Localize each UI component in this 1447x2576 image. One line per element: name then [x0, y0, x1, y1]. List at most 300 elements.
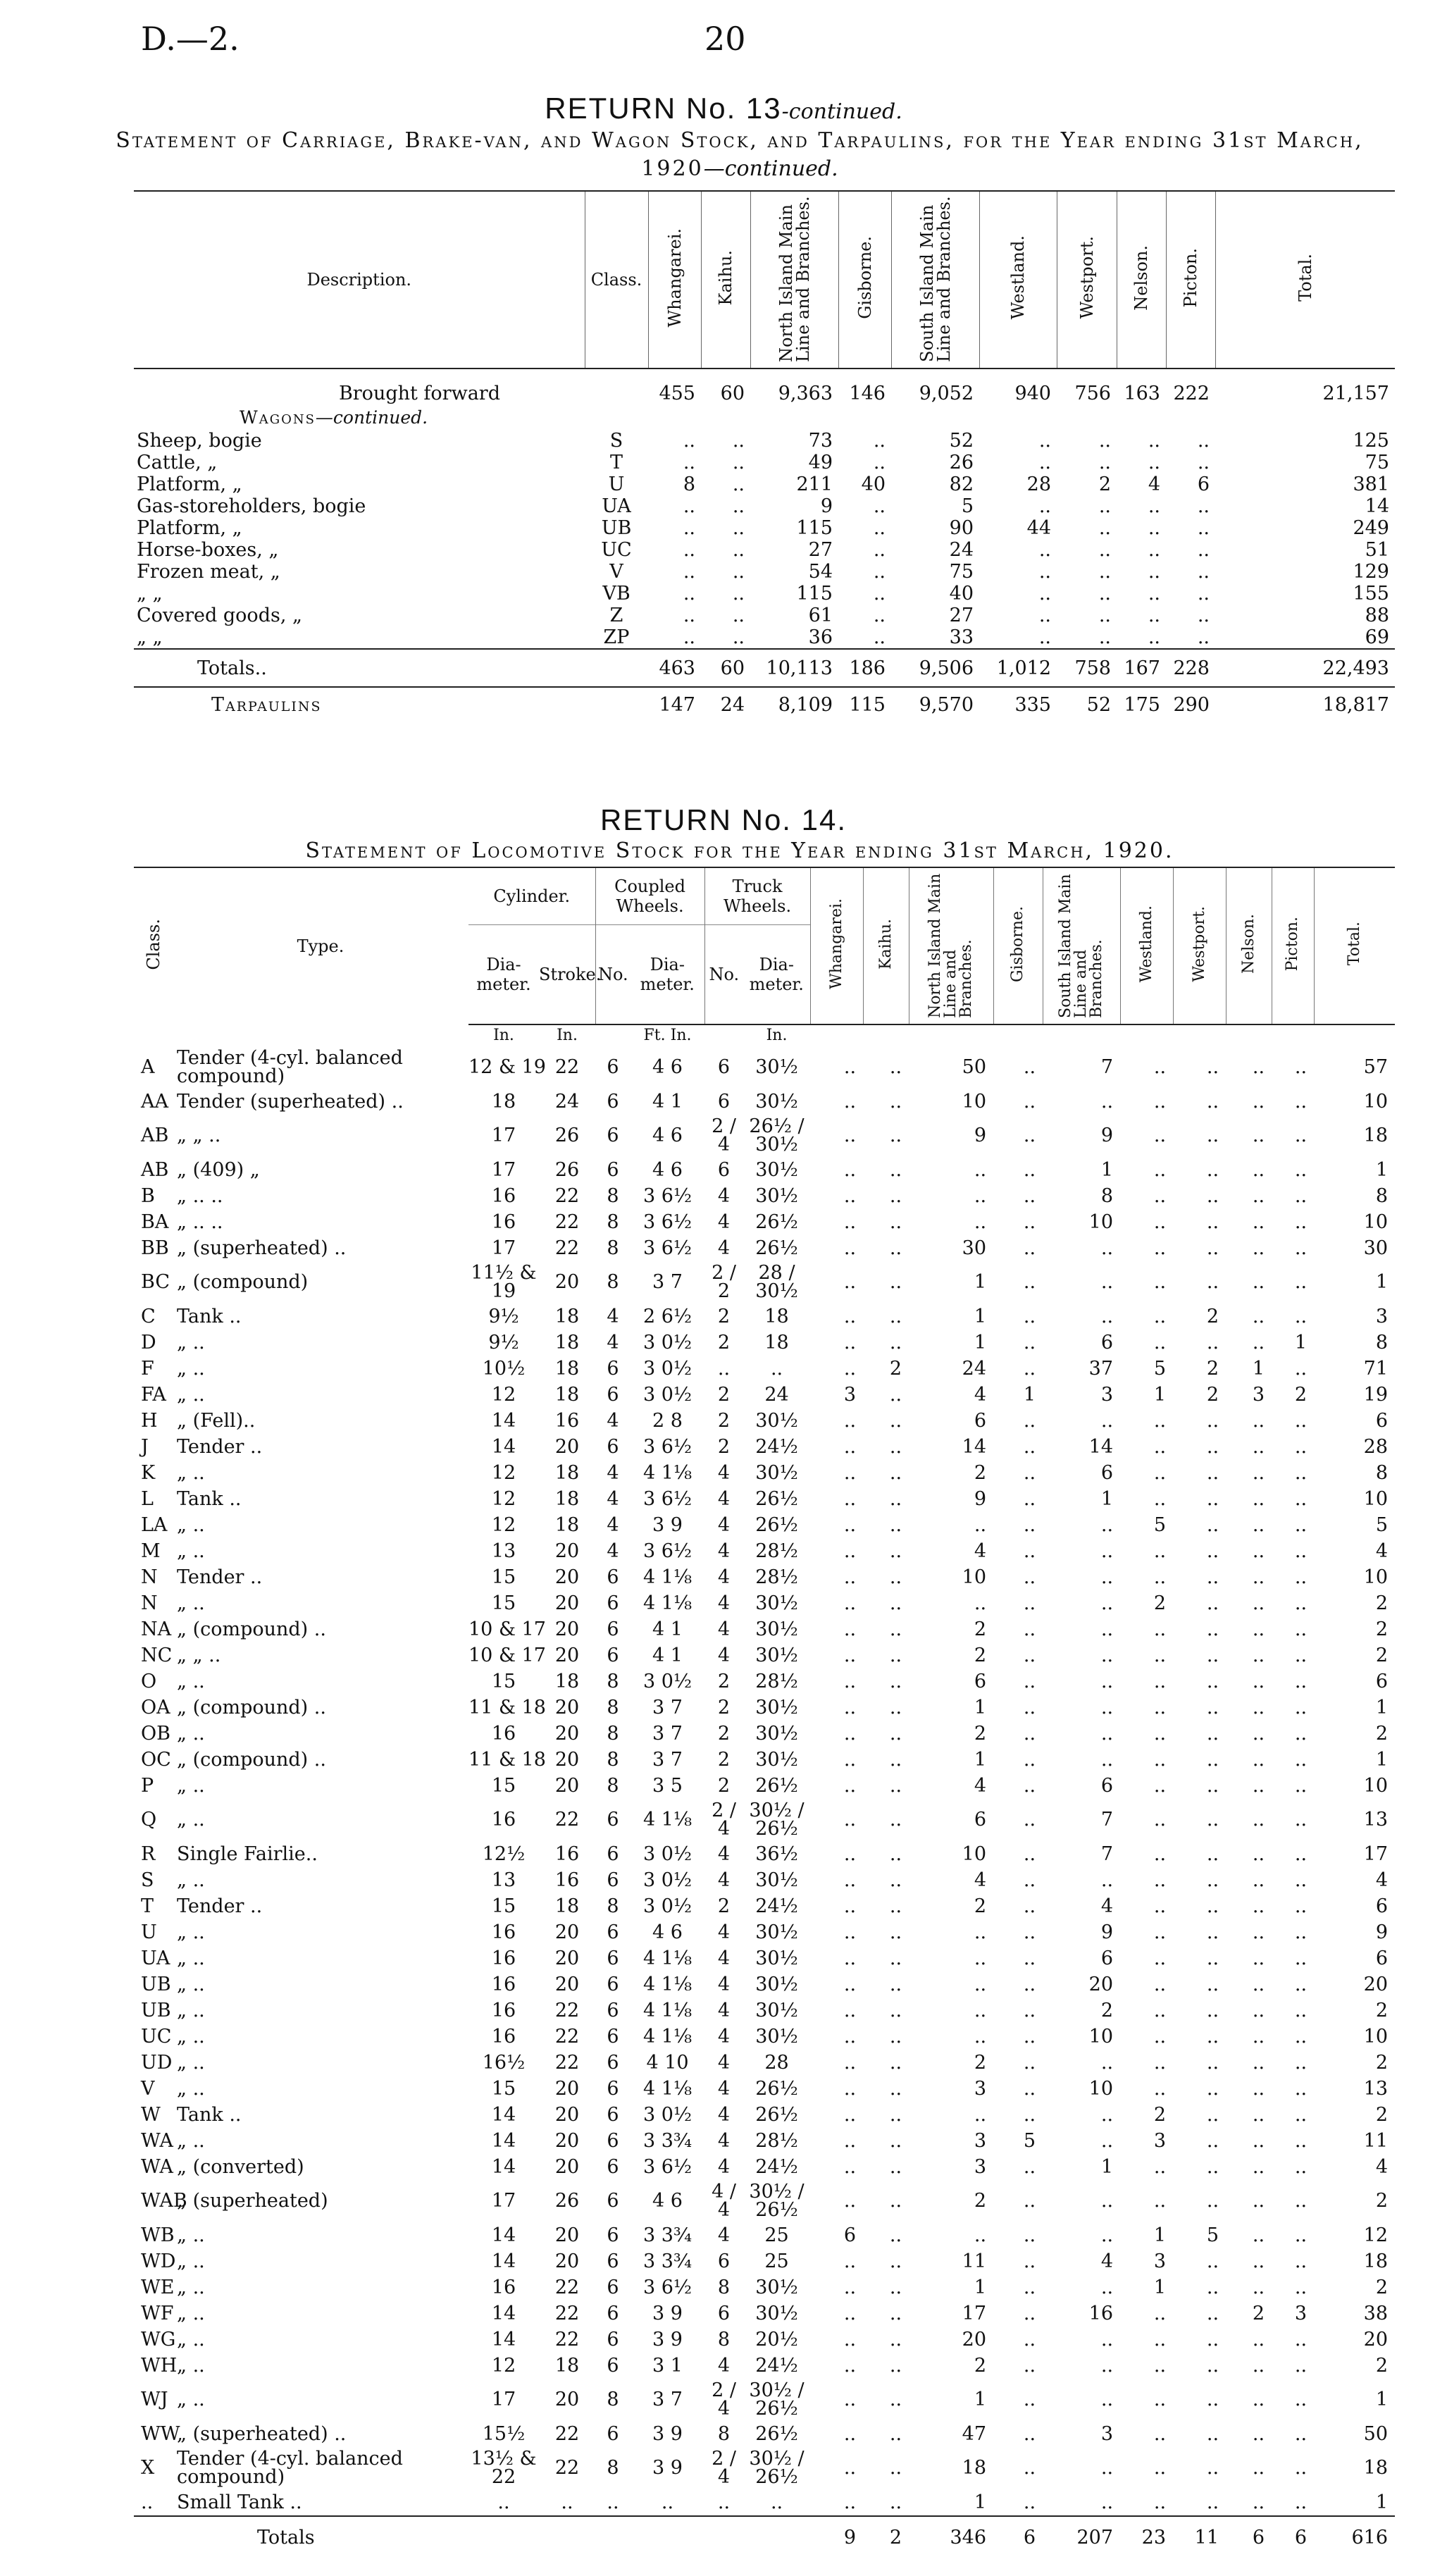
district-header-label: Whangarei.: [827, 898, 845, 989]
district-count: ..: [1294, 1999, 1308, 2021]
district-count: ..: [843, 2328, 857, 2351]
loco-type: „ ..: [177, 1513, 205, 1536]
table-row: [134, 1773, 1395, 1799]
district-count: ..: [1153, 1921, 1167, 1943]
district-header: [1272, 867, 1314, 1024]
truck-diameter: 26½ / 30½: [749, 1115, 805, 1156]
coupled-diameter-header: Dia- meter.: [631, 925, 704, 1025]
district-count: ..: [1153, 2302, 1167, 2324]
district-count: ..: [1023, 1566, 1036, 1588]
coupled-diameter: 3 0½: [642, 1331, 693, 1354]
table-row: [134, 1460, 1395, 1486]
district-count: ..: [889, 1184, 902, 1207]
cylinder-diameter: 17: [491, 2190, 516, 2212]
coupled-diameter: 3 6½: [642, 1540, 693, 1562]
return-14-statement: Statement of Locomotive Stock for the Year ending 31st March, 1920.: [305, 838, 1174, 863]
cell-value: 335: [979, 687, 1057, 722]
district-header: [1226, 867, 1272, 1024]
coupled-no: 6: [607, 2051, 619, 2074]
district-count: ..: [1294, 1461, 1308, 1484]
stroke: 26: [554, 1125, 580, 1146]
district-count: ..: [1153, 1487, 1167, 1510]
loco-class: WW: [141, 2422, 180, 2445]
row-total: 10: [1363, 1210, 1389, 1233]
district-count: ..: [1100, 1696, 1114, 1719]
loco-class: LA: [141, 1513, 168, 1536]
district-count: ..: [1252, 2025, 1265, 2048]
stroke: 22: [554, 1056, 580, 1078]
district-count: ..: [889, 1592, 902, 1614]
truck-no: 4: [717, 1237, 731, 1259]
cell-value: ..: [683, 561, 695, 583]
district-count: ..: [843, 1947, 857, 1969]
cell-value: ..: [1038, 539, 1051, 561]
cylinder-diameter: 16: [491, 1722, 516, 1745]
coupled-diameter: 3 9: [652, 2302, 683, 2324]
loco-class: UB: [141, 1999, 171, 2021]
coupled-no: 6: [607, 2129, 619, 2152]
district-count: ..: [1023, 1331, 1036, 1354]
district-count: ..: [1023, 1090, 1036, 1113]
truck-wheels-header: Truck Wheels.: [704, 867, 810, 925]
district-count: ..: [889, 1158, 902, 1181]
district-count: 14: [1088, 1435, 1114, 1458]
cylinder-diameter: 10 & 17: [468, 1644, 546, 1666]
district-count: ..: [889, 1947, 902, 1969]
cylinder-diameter: 10 & 17: [468, 1618, 546, 1640]
cell-value: 211: [796, 473, 833, 495]
truck-no: 2: [717, 1895, 731, 1917]
loco-class: UC: [141, 2025, 172, 2048]
district-count: ..: [843, 1895, 857, 1917]
district-count: 3: [974, 2129, 987, 2152]
coupled-no: 6: [607, 2025, 619, 2048]
district-count: ..: [1206, 1774, 1219, 1797]
cylinder-diameter: 12: [491, 1513, 516, 1536]
district-count: ..: [889, 1056, 902, 1078]
district-count: ..: [1294, 2155, 1308, 2178]
district-count: ..: [1023, 1895, 1036, 1917]
coupled-diameter: 3 6½: [642, 1184, 693, 1207]
district-count: ..: [1294, 1592, 1308, 1614]
coupled-no: 8: [607, 1237, 619, 1259]
district-count: 1: [974, 2276, 987, 2298]
loco-type: „ ..: [177, 1869, 205, 1891]
table-row: [134, 2024, 1395, 2050]
cylinder-diameter: 15: [491, 1566, 516, 1588]
truck-diameter: 30½ / 26½: [749, 2181, 805, 2221]
coupled-no: 6: [607, 1809, 619, 1831]
district-count: 9: [974, 1487, 987, 1510]
cylinder-diameter: 16: [491, 1973, 516, 1995]
cell-value: 24: [949, 539, 974, 561]
truck-no: ..: [717, 2491, 731, 2513]
district-count: ..: [1294, 1973, 1308, 1995]
tarpaulins-row: [134, 687, 1395, 722]
district-count: 4: [974, 1869, 987, 1891]
district-count: ..: [843, 2190, 857, 2212]
table-row: [134, 1695, 1395, 1721]
district-count: ..: [889, 1748, 902, 1771]
truck-diameter: 30½ / 26½: [749, 1800, 805, 1840]
district-count: ..: [1206, 1869, 1219, 1891]
district-count: ..: [1023, 2354, 1036, 2377]
district-count: ..: [1023, 1237, 1036, 1259]
district-count: ..: [1023, 1305, 1036, 1327]
district-count: ..: [1206, 2422, 1219, 2445]
district-header: [648, 191, 701, 369]
cell-value: ..: [873, 626, 886, 648]
stroke: 20: [554, 2155, 580, 2178]
loco-type: Tank ..: [177, 1487, 242, 1510]
coupled-diameter: 3 3¾: [642, 2129, 693, 2152]
loco-class: M: [141, 1540, 161, 1562]
cylinder-diameter: 16: [491, 1947, 516, 1969]
district-count: 11: [962, 2250, 987, 2272]
coupled-no: 8: [607, 1184, 619, 1207]
row-class: UA: [602, 495, 631, 517]
units-row: [134, 1024, 1395, 1046]
stroke: 22: [554, 1999, 580, 2021]
cell-value: ..: [732, 430, 745, 452]
coupled-no: 6: [607, 1947, 619, 1969]
truck-no: 2 / 4: [712, 1115, 736, 1156]
coupled-diameter: 3 3¾: [642, 2224, 693, 2246]
district-count: 10: [1088, 2077, 1114, 2100]
stroke: 22: [554, 2276, 580, 2298]
district-count: 3: [1100, 2422, 1114, 2445]
cell-value: 9,363: [778, 383, 833, 404]
district-count: ..: [1023, 1670, 1036, 1692]
cell-value: 52: [1057, 687, 1117, 722]
loco-type: „ ..: [177, 1357, 205, 1380]
loco-type: „ ..: [177, 2077, 205, 2100]
district-count: ..: [1153, 1869, 1167, 1891]
district-count: ..: [1252, 1305, 1265, 1327]
district-count: ..: [1153, 1331, 1167, 1354]
row-class: S: [609, 430, 623, 452]
district-total: 2: [863, 2516, 909, 2559]
district-count: 1: [974, 1305, 987, 1327]
district-count: ..: [1252, 1125, 1265, 1146]
loco-type: „ ..: [177, 1947, 205, 1969]
return-13-title-suffix: -continued.: [781, 99, 902, 124]
district-count: ..: [1252, 1435, 1265, 1458]
loco-class: N: [141, 1592, 158, 1614]
cell-value: ..: [732, 473, 745, 495]
cell-value: ..: [683, 430, 695, 452]
cell-value: 756: [1074, 383, 1111, 404]
stroke: 20: [554, 1973, 580, 1995]
loco-type: „ ..: [177, 2389, 205, 2410]
stroke: 20: [554, 1271, 580, 1293]
district-count: ..: [1294, 2328, 1308, 2351]
loco-class: K: [141, 1461, 156, 1484]
empty-cell: [1166, 404, 1215, 430]
coupled-no: 6: [607, 1125, 619, 1146]
district-count: ..: [1206, 1999, 1219, 2021]
cell-value: 40: [861, 473, 886, 495]
row-class: U: [608, 473, 625, 495]
district-count: ..: [1023, 1271, 1036, 1293]
district-count: 6: [974, 1409, 987, 1432]
truck-diameter: 25: [764, 2224, 789, 2246]
row-description: Totals..: [134, 649, 585, 687]
district-count: 16: [1088, 2302, 1114, 2324]
empty-cell: [134, 2516, 173, 2559]
cell-value: 186: [838, 649, 891, 687]
loco-class: UA: [141, 1947, 170, 1969]
district-count: 2: [974, 1618, 987, 1640]
district-count: 6: [1100, 1947, 1114, 1969]
district-count: ..: [1294, 1513, 1308, 1536]
district-count: ..: [974, 1210, 987, 1233]
loco-type: Tender (superheated) ..: [177, 1090, 404, 1113]
district-count: 2: [1206, 1357, 1219, 1380]
district-count: ..: [1252, 1461, 1265, 1484]
district-count: ..: [1100, 1513, 1114, 1536]
district-count: ..: [1294, 1487, 1308, 1510]
district-count: ..: [1252, 1487, 1265, 1510]
coupled-no: 6: [607, 2276, 619, 2298]
district-count: ..: [843, 1999, 857, 2021]
district-count: ..: [1206, 1210, 1219, 1233]
truck-no: 4: [717, 1513, 731, 1536]
district-count: ..: [1153, 1843, 1167, 1865]
coupled-no: 6: [607, 1435, 619, 1458]
totals-row: [134, 649, 1395, 687]
district-count: ..: [1294, 1774, 1308, 1797]
cell-value: ..: [1197, 605, 1210, 626]
truck-no: 8: [717, 2276, 731, 2298]
district-count: ..: [1294, 2224, 1308, 2246]
row-total: 6: [1375, 1895, 1389, 1917]
district-count: ..: [1206, 1973, 1219, 1995]
district-count: ..: [889, 1435, 902, 1458]
cell-value: 60: [720, 383, 745, 404]
truck-no: 4: [717, 1184, 731, 1207]
empty-cell: [891, 404, 979, 430]
loco-type: „ (compound) ..: [177, 1696, 326, 1719]
district-header-label: Picton.: [1284, 916, 1302, 972]
district-count: 1: [974, 1331, 987, 1354]
truck-no: 4: [717, 1921, 731, 1943]
table-row: [134, 539, 1395, 561]
district-count: 2: [974, 2354, 987, 2377]
row-total: 2: [1375, 1999, 1389, 2021]
district-header: [1173, 867, 1226, 1024]
return-14-header-row-1: [134, 867, 1395, 925]
district-count: ..: [843, 2155, 857, 2178]
cell-value: ..: [732, 626, 745, 648]
wagons-suffix: —continued.: [315, 407, 428, 428]
district-count: ..: [889, 1383, 902, 1406]
district-count: 1: [974, 1748, 987, 1771]
loco-type: „ ..: [177, 1383, 205, 1406]
district-count: ..: [1023, 1513, 1036, 1536]
table-row: [134, 430, 1395, 452]
district-count: 3: [1252, 1383, 1265, 1406]
district-count: ..: [974, 1921, 987, 1943]
cell-value: ..: [1098, 495, 1111, 517]
district-count: 4: [974, 1383, 987, 1406]
coupled-diameter: 4 1⅛: [642, 1461, 693, 1484]
district-count: 20: [962, 2328, 987, 2351]
coupled-diameter: 4 1⅛: [642, 1592, 693, 1614]
district-count: ..: [889, 1921, 902, 1943]
cell-value: 2: [1098, 473, 1111, 495]
stroke: 20: [554, 1566, 580, 1588]
row-class: UC: [601, 539, 632, 561]
district-count: 1: [1252, 1357, 1265, 1380]
district-count: ..: [1252, 1774, 1265, 1797]
loco-class: W: [141, 2103, 161, 2126]
district-header: [838, 191, 891, 369]
cylinder-diameter: ..: [497, 2491, 510, 2513]
coupled-diameter: 4 6: [652, 2190, 683, 2212]
district-count: ..: [843, 2129, 857, 2152]
district-count: ..: [1252, 1999, 1265, 2021]
district-count: ..: [1100, 2103, 1114, 2126]
district-header-label: Total.: [1295, 254, 1315, 302]
cell-value: 10,113: [750, 649, 838, 687]
truck-no: 4: [717, 1210, 731, 1233]
loco-type: „ (converted): [177, 2155, 304, 2178]
coupled-diameter: 4 1: [652, 1090, 683, 1113]
empty-cell: [595, 2516, 631, 2559]
district-count: ..: [1153, 1435, 1167, 1458]
cylinder-diameter: 14: [491, 1435, 516, 1458]
loco-type: „ ..: [177, 2129, 205, 2152]
cylinder-diameter: 15: [491, 2077, 516, 2100]
cylinder-diameter: 14: [491, 2224, 516, 2246]
coupled-no: 6: [607, 2302, 619, 2324]
district-count: ..: [1294, 1618, 1308, 1640]
cylinder-diameter: 15: [491, 1895, 516, 1917]
coupled-diameter: 4 1⅛: [642, 2077, 693, 2100]
stroke: 26: [554, 1158, 580, 1181]
district-count: ..: [1023, 2224, 1036, 2246]
district-count: ..: [1294, 1644, 1308, 1666]
empty-cell: [1117, 404, 1166, 430]
loco-class: O: [141, 1670, 157, 1692]
district-header-label: Kaihu.: [876, 918, 895, 970]
district-count: ..: [889, 1125, 902, 1146]
truck-no: 4: [717, 2025, 731, 2048]
district-count: 2: [974, 1722, 987, 1745]
empty-cell: [539, 2516, 595, 2559]
cell-value: 155: [1353, 583, 1389, 605]
district-count: ..: [889, 2025, 902, 2048]
cell-value: ..: [683, 539, 695, 561]
loco-type: Small Tank ..: [177, 2491, 302, 2513]
cell-value: ..: [873, 452, 886, 473]
coupled-diameter: 4 1⅛: [642, 1809, 693, 1831]
district-header-label: North Island Main Line and Branches.: [776, 196, 813, 362]
coupled-diameter: 3 0½: [642, 1895, 693, 1917]
cylinder-diameter: 14: [491, 2155, 516, 2178]
coupled-no: 6: [607, 2077, 619, 2100]
district-count: ..: [1252, 1843, 1265, 1865]
table-row: [134, 1971, 1395, 1998]
district-count: ..: [1153, 1271, 1167, 1293]
district-count: ..: [1100, 2457, 1114, 2479]
stroke: 20: [554, 1435, 580, 1458]
district-count: 1: [1294, 1331, 1308, 1354]
district-count: ..: [1153, 1722, 1167, 1745]
district-count: ..: [1023, 1618, 1036, 1640]
district-count: ..: [1100, 1090, 1114, 1113]
cylinder-diameter: 14: [491, 2250, 516, 2272]
loco-class: OC: [141, 1748, 171, 1771]
district-count: ..: [1252, 1056, 1265, 1078]
district-count: 6: [1100, 1331, 1114, 1354]
cell-value: 249: [1353, 517, 1389, 539]
coupled-diameter: 3 0½: [642, 2103, 693, 2126]
truck-diameter: 24½: [755, 2155, 798, 2178]
empty-cell: [979, 404, 1057, 430]
cylinder-diameter: 17: [491, 1125, 516, 1146]
district-count: ..: [1206, 1271, 1219, 1293]
district-count: ..: [1206, 2328, 1219, 2351]
loco-class: WJ: [141, 2389, 168, 2410]
loco-type: „ ..: [177, 2354, 205, 2377]
district-count: 3: [974, 2155, 987, 2178]
district-count: ..: [843, 1618, 857, 1640]
row-total: 8: [1375, 1331, 1389, 1354]
loco-class: UD: [141, 2051, 173, 2074]
district-count: ..: [1023, 1748, 1036, 1771]
row-class: [585, 687, 648, 722]
district-count: ..: [889, 1999, 902, 2021]
district-count: ..: [1252, 1210, 1265, 1233]
empty-cell: [648, 404, 701, 430]
row-total: 2: [1375, 2276, 1389, 2298]
loco-class: OA: [141, 1696, 170, 1719]
row-total: 8: [1375, 1184, 1389, 1207]
loco-class: WH: [141, 2354, 178, 2377]
cell-value: 8: [683, 473, 695, 495]
cell-value: 54: [808, 561, 833, 583]
truck-diameter: 30½: [755, 1696, 798, 1719]
row-class: [585, 369, 648, 404]
table-row: [134, 1998, 1395, 2024]
loco-class: BC: [141, 1271, 170, 1293]
cylinder-diameter: 9½: [488, 1305, 519, 1327]
cylinder-diameter: 16: [491, 1210, 516, 1233]
coupled-diameter: 3 6½: [642, 1237, 693, 1259]
district-header: [1057, 191, 1117, 369]
coupled-diameter: 4 1⅛: [642, 2025, 693, 2048]
district-count: ..: [889, 1618, 902, 1640]
district-count: 1: [1100, 1487, 1114, 1510]
coupled-no: 4: [607, 1331, 619, 1354]
district-count: ..: [1153, 1090, 1167, 1113]
loco-type: „ „ ..: [177, 1125, 221, 1146]
cylinder-diameter: 17: [491, 2389, 516, 2410]
loco-class: D: [141, 1331, 156, 1354]
stroke: 18: [554, 1513, 580, 1536]
table-row: [134, 1046, 1395, 1089]
district-count: ..: [889, 1644, 902, 1666]
district-count: ..: [1294, 2276, 1308, 2298]
truck-no: 4: [717, 1461, 731, 1484]
district-count: ..: [1294, 2422, 1308, 2445]
district-count: 2: [974, 2190, 987, 2212]
district-count: 4: [1100, 2250, 1114, 2272]
loco-class: U: [141, 1921, 157, 1943]
district-header-label: Gisborne.: [1009, 905, 1027, 982]
